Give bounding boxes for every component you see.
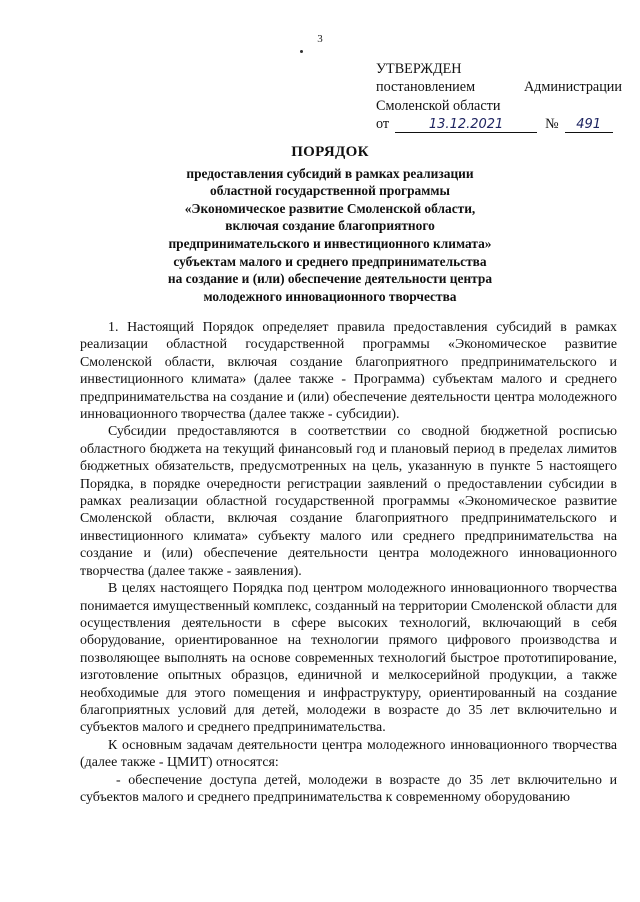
- paragraph-4: К основным задачам деятельности центра молодежного инновационного творчества (далее также - ЦМИТ) относятся:: [80, 737, 617, 771]
- paragraph-5: - обеспечение доступа детей, молодежи в возрасте до 35 лет включительно и субъектов малого и среднего предпринимательства к современному оборудованию: [80, 772, 617, 805]
- approval-stamp-block: [376, 60, 622, 133]
- title-line: молодежного инновационного творчества: [203, 288, 457, 304]
- ink-dot: [300, 50, 303, 53]
- title-line: включая создание благоприятного: [225, 218, 435, 234]
- approval-word-administration: Администрации: [523, 79, 622, 96]
- title-line: субъектам малого и среднего предпринимательства: [173, 253, 487, 269]
- paragraph-1: 1. Настоящий Порядок определяет правила предоставления субсидий в рамках реализации областной государственной программы «Экономическое развитие Смоленской области, включая создание благоприятного предпринимательского и инвестиционного климата» (далее также - Программа) субъектам малого и среднего предпринимательства на создание и (или) обеспечение деятельности центра молодежного инновационного творчества (далее также - субсидии).: [80, 320, 617, 423]
- title-line: на создание и (или) обеспечение деятельности центра: [167, 271, 493, 287]
- document-title: ПОРЯДОК: [291, 144, 369, 160]
- handwritten-date: 13.12.2021: [395, 118, 537, 133]
- approval-heading: УТВЕРЖДЕН: [376, 61, 462, 77]
- document-title-block: [120, 144, 540, 305]
- paragraph-2: Субсидии предоставляются в соответствии со сводной бюджетной росписью областного бюджета на текущий финансовый год и плановый период в пределах лимитов бюджетных обязательств, предусмотренных на цель, указанную в пункте 5 настоящего Порядка, в порядке очередности регистрации заявлений о предоставлении субсидии в рамках реализации областной государственной программы «Экономическое развитие Смоленской области, включая создание благоприятного предпринимательского и инвестиционного климата» субъекту малого или среднего предпринимательства на создание и (или) обеспечение деятельности центра молодежного инновационного творчества (далее также - заявления).: [80, 424, 617, 579]
- date-prefix: от: [376, 115, 390, 132]
- approval-region: Смоленской области: [376, 97, 501, 114]
- number-sign: №: [545, 115, 559, 132]
- title-line: «Экономическое развитие Смоленской области,: [184, 200, 476, 216]
- title-line: предоставления субсидий в рамках реализации: [186, 165, 474, 181]
- paragraph-3: В целях настоящего Порядка под центром молодежного инновационного творчества понимается имущественный комплекс, созданный на территории Смоленской области для осуществления деятельности в сфере высоких технологий, включающий в себя оборудование, ориентированное на технологии прямого цифрового производства и позволяющее выполнять на основе современных технологий быстрое прототипирование, изготовление опытных образцов, единичной и мелкосерийной продукции, а также необходимые для этого помещения и инфраструктуру, ориентированный на создание благоприятных условий для детей, молодежи в возрасте до 35 лет включительно и субъектов малого и среднего предпринимательства.: [80, 581, 617, 736]
- approval-date-number-line: [376, 115, 622, 133]
- document-body: [80, 319, 617, 806]
- approval-line-authority: [376, 78, 622, 96]
- title-line: областной государственной программы: [210, 183, 450, 199]
- approval-word-resolution: постановлением: [376, 79, 476, 96]
- handwritten-number: 491: [565, 118, 613, 133]
- page-number: 3: [317, 33, 323, 45]
- title-line: предпринимательского и инвестиционного климата»: [168, 235, 492, 251]
